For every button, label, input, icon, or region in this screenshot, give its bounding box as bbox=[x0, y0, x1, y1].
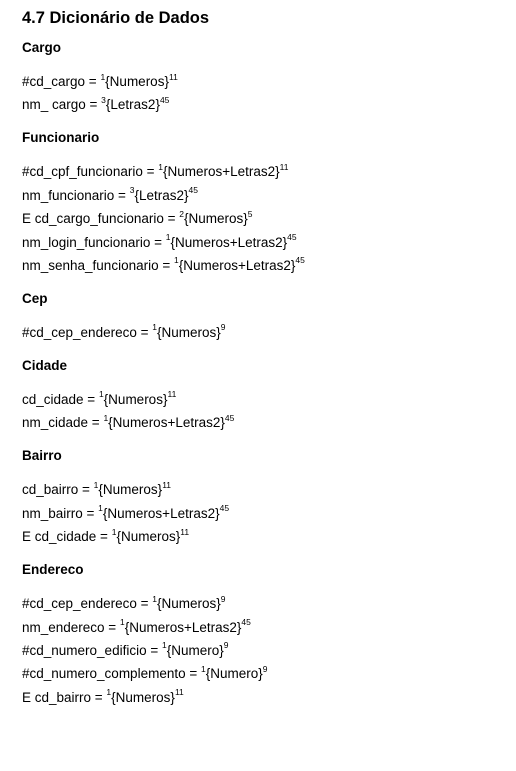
section-heading: Funcionario bbox=[22, 130, 100, 146]
field-type: {Numeros+Letras2} bbox=[102, 505, 220, 521]
prefix-superscript: 1 bbox=[161, 640, 167, 651]
field-definition bbox=[22, 161, 502, 180]
prefix-superscript: 1 bbox=[119, 617, 125, 628]
field-definition bbox=[22, 412, 502, 431]
field-list bbox=[22, 322, 502, 341]
field-list bbox=[22, 389, 502, 431]
section-bairro bbox=[22, 448, 502, 545]
prefix-superscript: 1 bbox=[165, 232, 171, 243]
field-name: nm_login_funcionario = bbox=[22, 234, 166, 250]
field-name: nm_endereco = bbox=[22, 619, 120, 635]
field-type: {Numeros+Letras2} bbox=[108, 415, 225, 431]
field-definition bbox=[22, 687, 502, 706]
field-type: {Numeros} bbox=[116, 529, 181, 545]
section-heading: Endereco bbox=[22, 562, 84, 578]
prefix-superscript: 1 bbox=[152, 322, 157, 333]
field-name: nm_cidade = bbox=[22, 415, 104, 431]
section-heading: Cep bbox=[22, 290, 48, 306]
field-definition bbox=[22, 526, 502, 545]
field-definition bbox=[22, 640, 502, 659]
field-type: {Letras2} bbox=[134, 187, 189, 203]
field-name: #cd_cargo = bbox=[22, 74, 101, 89]
prefix-superscript: 1 bbox=[111, 526, 117, 537]
field-name: nm_ cargo = bbox=[22, 97, 102, 113]
field-definition bbox=[22, 208, 502, 227]
size-superscript: 45 bbox=[295, 255, 305, 266]
prefix-superscript: 1 bbox=[103, 412, 109, 423]
field-type: {Numeros} bbox=[105, 74, 169, 89]
prefix-superscript: 1 bbox=[98, 389, 104, 400]
field-type: {Numeros+Letras2} bbox=[178, 257, 296, 273]
field-definition bbox=[22, 389, 502, 408]
field-name: #cd_numero_edificio = bbox=[22, 642, 162, 658]
field-definition bbox=[22, 185, 502, 204]
prefix-superscript: 1 bbox=[158, 161, 163, 172]
section-heading: Bairro bbox=[22, 448, 62, 464]
field-type: {Numeros+Letras2} bbox=[124, 619, 242, 635]
size-superscript: 11 bbox=[167, 389, 177, 400]
prefix-superscript: 1 bbox=[98, 503, 103, 514]
prefix-superscript: 2 bbox=[179, 208, 184, 219]
field-definition bbox=[22, 232, 502, 251]
size-superscript: 45 bbox=[224, 412, 235, 423]
field-definition bbox=[22, 255, 502, 274]
field-name: nm_senha_funcionario = bbox=[22, 257, 174, 273]
prefix-superscript: 1 bbox=[93, 479, 99, 490]
field-type: {Numeros} bbox=[111, 689, 175, 705]
size-superscript: 5 bbox=[247, 208, 253, 219]
size-superscript: 45 bbox=[188, 185, 198, 196]
section-cidade bbox=[22, 358, 502, 431]
field-type: {Numeros+Letras2} bbox=[162, 164, 280, 180]
section-heading: Cargo bbox=[22, 40, 62, 55]
size-superscript: 11 bbox=[180, 526, 190, 537]
field-name: #cd_cpf_funcionario = bbox=[22, 164, 159, 180]
field-name: E cd_cidade = bbox=[22, 529, 112, 545]
field-type: {Numero} bbox=[205, 666, 263, 682]
field-name: cd_cidade = bbox=[22, 391, 99, 407]
page-title: 4.7 Dicionário de Dados bbox=[22, 9, 210, 27]
size-superscript: 45 bbox=[287, 232, 297, 243]
size-superscript: 11 bbox=[162, 479, 172, 490]
field-definition bbox=[22, 617, 502, 636]
size-superscript: 9 bbox=[223, 640, 229, 651]
field-list bbox=[22, 71, 502, 113]
section-heading: Cidade bbox=[22, 357, 68, 373]
size-superscript: 45 bbox=[219, 503, 230, 514]
section-cargo bbox=[22, 40, 502, 113]
field-name: cd_bairro = bbox=[22, 482, 94, 498]
field-type: {Letras2} bbox=[105, 97, 160, 113]
field-name: E cd_bairro = bbox=[22, 689, 107, 705]
sections-container bbox=[22, 40, 502, 706]
field-type: {Numeros} bbox=[156, 324, 221, 340]
size-superscript: 9 bbox=[262, 663, 268, 674]
field-definition bbox=[22, 503, 502, 522]
field-name: #cd_cep_endereco = bbox=[22, 596, 153, 612]
field-type: {Numeros} bbox=[183, 211, 248, 227]
prefix-superscript: 3 bbox=[101, 94, 106, 105]
field-definition bbox=[22, 663, 502, 682]
field-definition bbox=[22, 593, 502, 612]
field-list bbox=[22, 161, 502, 274]
prefix-superscript: 1 bbox=[152, 593, 157, 604]
field-list bbox=[22, 593, 502, 706]
field-type: {Numero} bbox=[166, 642, 224, 658]
document-page bbox=[22, 8, 502, 713]
field-name: nm_bairro = bbox=[22, 505, 99, 521]
section-funcionario bbox=[22, 130, 502, 274]
prefix-superscript: 1 bbox=[173, 255, 179, 266]
field-definition bbox=[22, 94, 502, 113]
size-superscript: 9 bbox=[220, 322, 226, 333]
field-type: {Numeros+Letras2} bbox=[170, 234, 288, 250]
prefix-superscript: 1 bbox=[106, 687, 112, 698]
size-superscript: 9 bbox=[220, 593, 226, 604]
section-endereco bbox=[22, 562, 502, 706]
field-definition bbox=[22, 479, 502, 498]
size-superscript: 11 bbox=[174, 687, 184, 698]
field-name: E cd_cargo_funcionario = bbox=[22, 211, 180, 227]
field-list bbox=[22, 479, 502, 545]
field-name: nm_funcionario = bbox=[22, 187, 130, 203]
size-superscript: 45 bbox=[159, 94, 170, 105]
size-superscript: 11 bbox=[279, 161, 289, 172]
size-superscript: 45 bbox=[241, 617, 251, 628]
prefix-superscript: 1 bbox=[100, 71, 106, 82]
field-name: #cd_numero_complemento = bbox=[22, 666, 201, 682]
field-type: {Numeros} bbox=[103, 391, 168, 407]
size-superscript: 11 bbox=[168, 71, 178, 82]
section-cep bbox=[22, 291, 502, 341]
field-definition bbox=[22, 322, 502, 341]
prefix-superscript: 3 bbox=[129, 185, 135, 196]
field-definition bbox=[22, 71, 502, 90]
field-name: #cd_cep_endereco = bbox=[22, 324, 153, 340]
prefix-superscript: 1 bbox=[200, 663, 206, 674]
field-type: {Numeros} bbox=[98, 482, 163, 498]
field-type: {Numeros} bbox=[156, 596, 221, 612]
